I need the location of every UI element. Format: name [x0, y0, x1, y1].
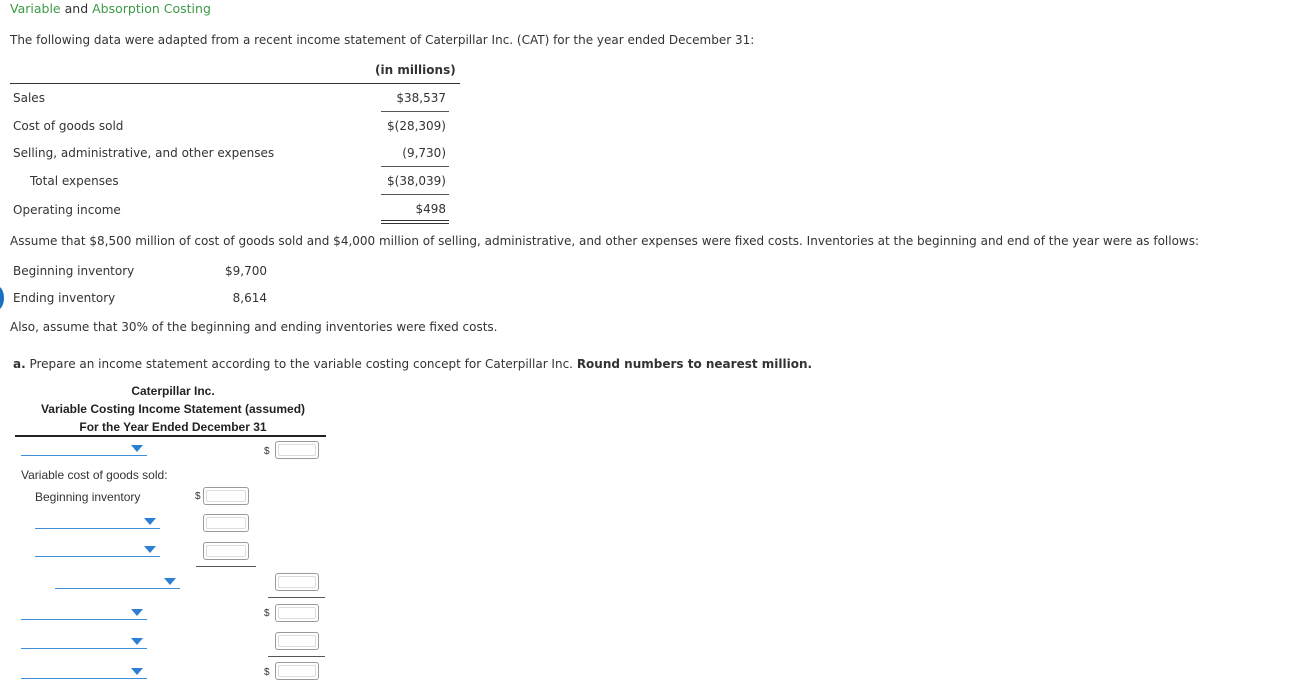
- total-expenses-rule: [381, 194, 449, 195]
- sales-rule: [381, 111, 449, 112]
- chevron-down-icon: [131, 609, 143, 616]
- operating-income-double-rule: [381, 220, 449, 224]
- contribution-rule: [268, 656, 325, 657]
- line-item-dropdown-3[interactable]: [35, 542, 160, 557]
- assume-text: Assume that $8,500 million of cost of goods sold and $4,000 million of selling, administrative, and other expenses were fixed costs. Inventories at the beginning and end of the year were as follows:: [10, 234, 1200, 248]
- row-value-operating-income: $498: [415, 202, 446, 216]
- title-part2: Absorption Costing: [92, 1, 211, 16]
- chevron-down-icon: [164, 578, 176, 585]
- subtotal-rule: [196, 566, 256, 567]
- chevron-down-icon: [131, 638, 143, 645]
- inventory-value-ending: 8,614: [232, 291, 267, 305]
- beginning-inventory-input[interactable]: [203, 487, 249, 505]
- amount-input-1[interactable]: [275, 441, 319, 459]
- row-value-sga: (9,730): [402, 146, 446, 160]
- amount-input-2[interactable]: [203, 514, 249, 532]
- line-item-dropdown-7[interactable]: [21, 664, 147, 679]
- line-item-dropdown-4[interactable]: [55, 574, 180, 589]
- row-label-sales: Sales: [13, 91, 45, 105]
- progress-marker-icon: [0, 286, 4, 310]
- statement-name: Variable Costing Income Statement (assumed): [40, 402, 306, 416]
- amount-input-7[interactable]: [275, 662, 319, 680]
- dollar-sign: $: [264, 608, 270, 619]
- amount-input-4[interactable]: [275, 573, 319, 591]
- inventory-value-beginning: $9,700: [225, 264, 267, 278]
- dollar-sign: $: [195, 491, 201, 502]
- statement-company: Caterpillar Inc.: [131, 384, 215, 398]
- line-item-dropdown-1[interactable]: [21, 441, 147, 456]
- row-value-sales: $38,537: [396, 91, 446, 105]
- amount-input-6[interactable]: [275, 632, 319, 650]
- line-item-dropdown-2[interactable]: [35, 514, 160, 529]
- question-rounding-note: Round numbers to nearest million.: [576, 357, 813, 371]
- table-header-rule: [10, 83, 460, 84]
- row-label-cogs: Cost of goods sold: [13, 119, 124, 133]
- chevron-down-icon: [131, 668, 143, 675]
- page-title: [10, 1, 211, 16]
- amount-input-3[interactable]: [203, 542, 249, 560]
- line-item-dropdown-5[interactable]: [21, 605, 147, 620]
- title-part1: Variable: [10, 1, 61, 16]
- row-label-operating-income: Operating income: [13, 203, 121, 217]
- also-text: Also, assume that 30% of the beginning and ending inventories were fixed costs.: [10, 320, 498, 334]
- sga-rule: [381, 166, 449, 167]
- statement-header-rule: [15, 435, 326, 437]
- line-item-dropdown-6[interactable]: [21, 634, 147, 649]
- row-value-total-expenses: $(38,039): [387, 174, 446, 188]
- inventory-label-beginning: Beginning inventory: [13, 264, 135, 278]
- statement-period: For the Year Ended December 31: [79, 420, 267, 434]
- table-col-header: (in millions): [375, 63, 456, 77]
- question-body: Prepare an income statement according to the variable costing concept for Caterpillar Inc.: [25, 357, 577, 371]
- row-label-total-expenses: Total expenses: [30, 174, 119, 188]
- row-label-sga: Selling, administrative, and other expenses: [13, 146, 275, 160]
- chevron-down-icon: [144, 546, 156, 553]
- chevron-down-icon: [131, 445, 143, 452]
- row-value-cogs: $(28,309): [387, 119, 446, 133]
- chevron-down-icon: [144, 518, 156, 525]
- title-and: and: [64, 1, 89, 16]
- dollar-sign: $: [264, 446, 270, 457]
- beginning-inventory-label: Beginning inventory: [35, 490, 141, 504]
- question-prefix: a.: [13, 357, 26, 371]
- cogs-total-rule: [268, 597, 325, 598]
- question-text: [13, 357, 812, 371]
- dollar-sign: $: [264, 667, 270, 678]
- intro-text: The following data were adapted from a recent income statement of Caterpillar Inc. (CAT) for the year ended December 31:: [10, 33, 755, 47]
- amount-input-5[interactable]: [275, 604, 319, 622]
- inventory-label-ending: Ending inventory: [13, 291, 116, 305]
- variable-cogs-label: Variable cost of goods sold:: [21, 468, 168, 482]
